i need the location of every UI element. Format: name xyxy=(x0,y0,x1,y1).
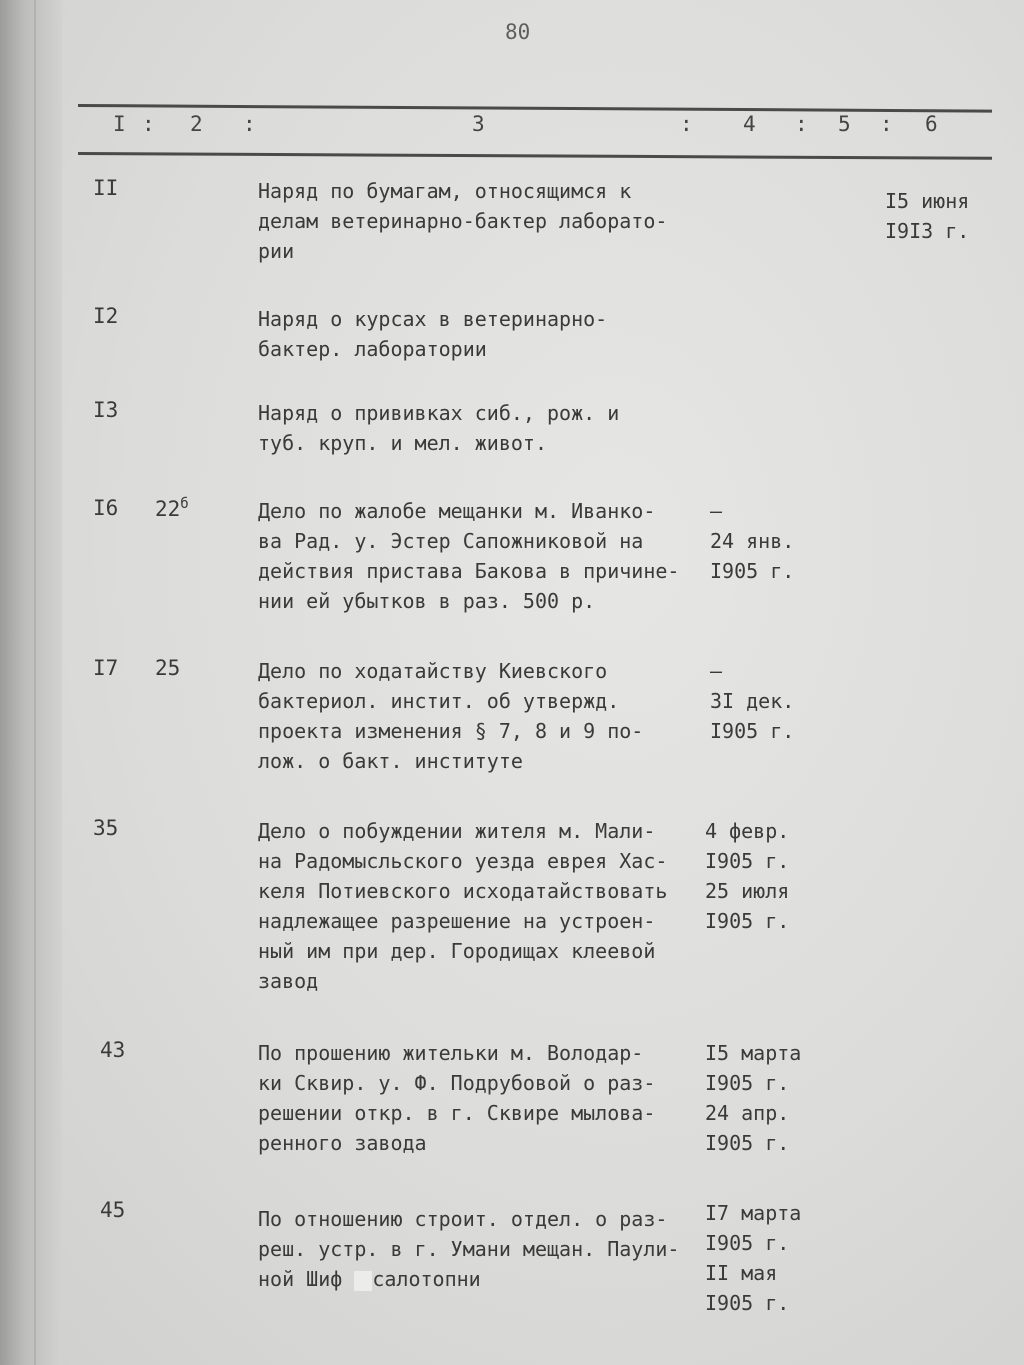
entry-description xyxy=(258,656,643,776)
correction-patch xyxy=(354,1271,372,1291)
spine-crease xyxy=(34,0,36,1365)
date-line: I5 июня xyxy=(885,189,970,213)
description-line: бактер. лаборатории xyxy=(258,337,487,361)
entry-dates xyxy=(705,1038,801,1158)
entry-number: 35 xyxy=(93,816,119,840)
entry-number: 45 xyxy=(100,1198,126,1222)
entry-number: I7 xyxy=(93,656,119,680)
header-col-3: 3 xyxy=(472,112,485,136)
header-col-1: I xyxy=(113,112,126,136)
entry-dates xyxy=(705,1198,801,1318)
description-line: ки Сквир. у. Ф. Подрубовой о раз- xyxy=(258,1071,656,1095)
entry-description xyxy=(258,496,679,616)
date-line: II мая xyxy=(705,1261,778,1285)
header-col-5: 5 xyxy=(838,112,851,136)
header-col-2: 2 xyxy=(190,112,203,136)
description-line: Наряд о курсах в ветеринарно- xyxy=(258,307,608,331)
description-line: ва Рад. у. Эстер Сапожниковой на xyxy=(258,529,644,553)
header-separator: : xyxy=(680,112,693,136)
description-line: келя Потиевского исходатайствовать xyxy=(258,879,668,903)
header-separator: : xyxy=(795,112,808,136)
description-line: проекта изменения § 7, 8 и 9 по- xyxy=(258,719,644,743)
date-line: I905 г. xyxy=(705,1071,790,1095)
description-line: бактериол. инстит. об утвержд. xyxy=(258,689,620,713)
description-line: завод xyxy=(258,969,319,993)
header-separator: : xyxy=(880,112,893,136)
entry-number: II xyxy=(93,176,119,200)
description-line: ный им при дер. Городищах клеевой xyxy=(258,939,656,963)
description-line: на Радомысльского уезда еврея Хас- xyxy=(258,849,668,873)
entry-dates xyxy=(710,656,794,746)
entry-dates xyxy=(705,816,789,936)
entry-number: 43 xyxy=(100,1038,126,1062)
date-line: I7 марта xyxy=(705,1201,802,1225)
description-line xyxy=(258,1264,679,1294)
description-fragment: салотопни xyxy=(372,1267,481,1291)
date-line: I9I3 г. xyxy=(885,219,970,243)
header-separator: : xyxy=(142,112,155,136)
description-line: решении откр. в г. Сквире мылова- xyxy=(258,1101,656,1125)
entry-col2: 25 xyxy=(155,656,181,680)
description-line: Наряд по бумагам, относящимся к xyxy=(258,179,632,203)
header-col-4: 4 xyxy=(743,112,756,136)
date-line: I905 г. xyxy=(705,1291,790,1315)
description-line: реш. устр. в г. Умани мещан. Паули- xyxy=(258,1237,680,1261)
description-line: Дело по жалобе мещанки м. Иванко- xyxy=(258,499,656,523)
description-line: надлежащее разрешение на устроен- xyxy=(258,909,656,933)
entry-description xyxy=(258,176,667,266)
date-line: 24 апр. xyxy=(705,1101,790,1125)
col2-value: 22 xyxy=(155,497,181,521)
description-line: нии ей убытков в раз. 500 р. xyxy=(258,589,596,613)
description-line: По прошению жительки м. Володар- xyxy=(258,1041,644,1065)
date-line: I905 г. xyxy=(710,719,795,743)
header-col-6: 6 xyxy=(925,112,938,136)
entry-description xyxy=(258,1038,655,1158)
date-line: I905 г. xyxy=(705,849,790,873)
date-line: I905 г. xyxy=(705,909,790,933)
page-number: 80 xyxy=(505,20,531,44)
description-line: По отношению строит. отдел. о раз- xyxy=(258,1207,668,1231)
description-line: делам ветеринарно-бактер лаборато- xyxy=(258,209,668,233)
entry-end-date xyxy=(885,186,969,246)
header-separator: : xyxy=(243,112,256,136)
date-line: – xyxy=(710,499,723,523)
description-line: лож. о бакт. институте xyxy=(258,749,523,773)
description-fragment: ной Шиф xyxy=(258,1267,343,1291)
entry-col2 xyxy=(155,496,189,521)
date-line: I5 марта xyxy=(705,1041,802,1065)
date-line: 25 июля xyxy=(705,879,790,903)
entry-number: I2 xyxy=(93,304,119,328)
date-line: 4 февр. xyxy=(705,819,790,843)
date-line: I905 г. xyxy=(705,1231,790,1255)
date-line: I905 г. xyxy=(710,559,795,583)
col2-superscript: б xyxy=(180,496,189,512)
description-line: Наряд о прививках сиб., рож. и xyxy=(258,401,620,425)
entry-description xyxy=(258,398,619,458)
description-line: Дело о побуждении жителя м. Мали- xyxy=(258,819,656,843)
entry-description xyxy=(258,816,667,996)
description-line: рии xyxy=(258,239,295,263)
entry-dates xyxy=(710,496,794,586)
description-line: туб. круп. и мел. живот. xyxy=(258,431,547,455)
date-line: 3I дек. xyxy=(710,689,795,713)
entry-description xyxy=(258,304,607,364)
entry-number: I3 xyxy=(93,398,119,422)
entry-number: I6 xyxy=(93,496,119,520)
description-line: ренного завода xyxy=(258,1131,427,1155)
description-line: Дело по ходатайству Киевского xyxy=(258,659,608,683)
date-line: – xyxy=(710,659,723,683)
date-line: I905 г. xyxy=(705,1131,790,1155)
entry-description xyxy=(258,1204,679,1294)
date-line: 24 янв. xyxy=(710,529,795,553)
description-line: действия пристава Бакова в причине- xyxy=(258,559,680,583)
binding-spine xyxy=(0,0,62,1365)
